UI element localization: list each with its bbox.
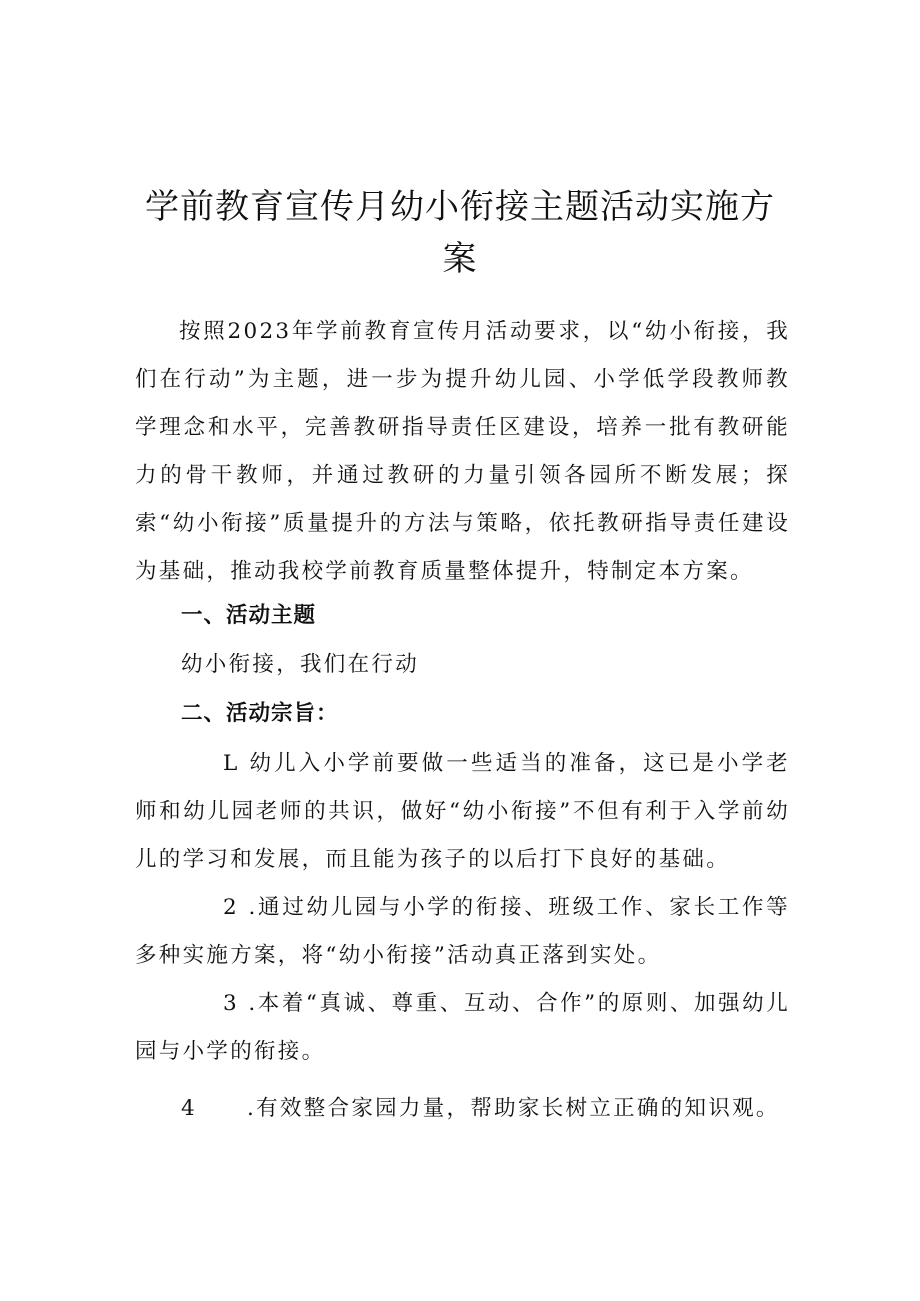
intro-paragraph: 按照2023年学前教育宣传月活动要求，以“幼小衔接，我们在行动”为主题，进一步为提升幼儿园、小学低学段教师教学理念和水平，完善教研指导责任区建设，培养一批有教研能力的骨干教师，并通过教研的力量引领各园所不断发展；探索“幼小衔接”质量提升的方法与策略，依托教研指导责任建设为基础，推动我校学前教育质量整体提升，特制定本方案。 bbox=[135, 319, 790, 584]
list-item-4 bbox=[181, 1094, 780, 1124]
list-item-3 bbox=[135, 980, 790, 1076]
section-1-heading: 一、活动主题 bbox=[181, 603, 317, 628]
document-title: 学前教育宣传月幼小衔接主题活动实施方案 bbox=[145, 186, 775, 279]
section-2-heading: 二、活动宗旨： bbox=[181, 701, 339, 726]
list-item-text: 幼儿入小学前要做一些适当的准备，这已是小学老师和幼儿园老师的共识，做好“幼小衔接”不但有利于入学前幼儿的学习和发展，而且能为孩子的以后打下良好的基础。 bbox=[135, 751, 790, 872]
list-item-number: 2 bbox=[223, 895, 239, 920]
list-item-number: L bbox=[223, 751, 240, 776]
list-item-text: .通过幼儿园与小学的衔接、班级工作、家长工作等多种实施方案，将“幼小衔接”活动真正落到实处。 bbox=[135, 895, 790, 968]
section-1-text: 幼小衔接，我们在行动 bbox=[181, 652, 420, 677]
list-item-1 bbox=[135, 740, 790, 884]
list-item-number: 3 bbox=[223, 991, 239, 1016]
list-item-text: .有效整合家园力量，帮助家长树立正确的知识观。 bbox=[246, 1096, 780, 1121]
list-item-number: 4 bbox=[181, 1096, 197, 1121]
list-item-2 bbox=[135, 884, 790, 980]
list-item-text: .本着“真诚、尊重、互动、合作”的原则、加强幼儿园与小学的衔接。 bbox=[135, 991, 790, 1064]
